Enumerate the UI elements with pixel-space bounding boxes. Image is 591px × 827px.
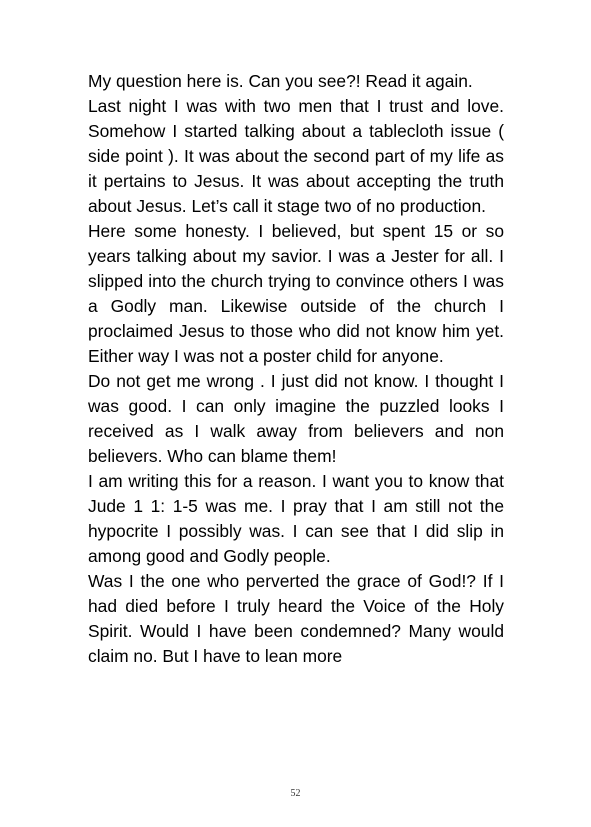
paragraph: Here some honesty. I believed, but spent 15 or so years talking about my savior. I was a Jester for all. I slipped into the church trying to convince others I was a Godly man. Likewise outside of the church I proclaimed Jesus to those who did not know him yet. Either way I was not a poster child for anyone.: [88, 221, 504, 366]
paragraph: Was I the one who perverted the grace of God!? If I had died before I truly heard the Voice of the Holy Spirit. Would I have been condemned? Many would claim no. But I have to lean more: [88, 571, 504, 666]
paragraph: Do not get me wrong . I just did not know. I thought I was good. I can only imagine the puzzled looks I received as I walk away from believers and non believers. Who can blame them!: [88, 371, 504, 466]
paragraph: I am writing this for a reason. I want you to know that Jude 1 1: 1-5 was me. I pray that I am still not the hypocrite I possibly was. I can see that I did slip in among good and Godly people.: [88, 471, 504, 566]
body-text: [88, 69, 504, 669]
page-number: 52: [290, 788, 301, 799]
paragraph: My question here is. Can you see?! Read it again.: [88, 71, 473, 91]
paragraph: Last night I was with two men that I trust and love. Somehow I started talking about a tablecloth issue ( side point ). It was about the second part of my life as it pertains to Jesus. It was about accepting the truth about Jesus. Let’s call it stage two of no production.: [88, 96, 504, 216]
